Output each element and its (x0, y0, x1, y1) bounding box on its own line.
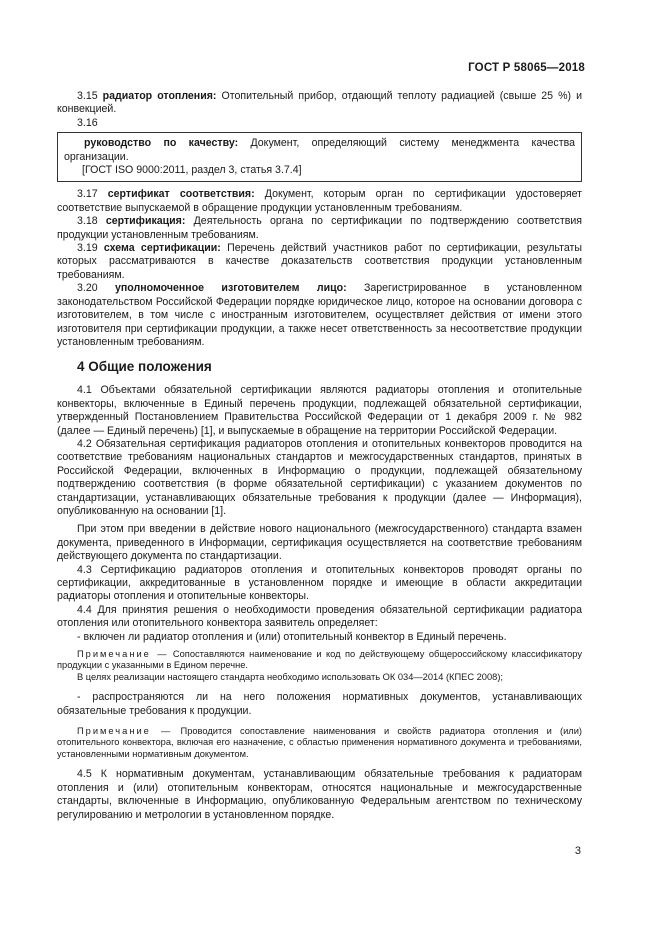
section-4-title: 4 Общие положения (77, 359, 212, 375)
bullet-item: - распространяются ли на него положения нормативных документов, устанавливающих обязательные требования к продукции. (57, 691, 582, 717)
clause-4-5: 4.5 К нормативным документам, устанавливающим обязательные требования к радиаторам отопления и (или) отопительным конвекторам, относятся национальные и межгосударственные стандарты, включенные в Информацию, опубликованную Федеральным агентством по техническому регулированию и метрологии в установленном порядке. (57, 768, 582, 821)
term-3-20: 3.20 уполномоченное изготовителем лицо: Зарегистрированное в установленном законодательством Российской Федерации порядке юридическое лицо, которое на основании договора с изготовителем, в том числе с иностранным изготовителем, осуществляет действия от имени этого изготовителя при сертификации продукции, а также несет ответственность за несоответствие продукции установленным требованиям. (57, 282, 582, 348)
note-1: Примечание — Сопоставляются наименование и код по действующему общероссийскому классификатору продукции с указанными в Едином перечне. (57, 649, 582, 671)
term-3-18: 3.18 сертификация: Деятельность органа по сертификации по подтверждению соответствия продукции установленным требованиям. (57, 215, 582, 241)
note-1-continued: В целях реализации настоящего стандарта необходимо использовать ОК 034—2014 (КПЕС 2008); (77, 671, 503, 682)
term-3-15: 3.15 радиатор отопления: Отопительный прибор, отдающий теплоту радиацией (свыше 25 %) и конвекцией. (57, 90, 582, 116)
clause-4-2: 4.2 Обязательная сертификация радиаторов отопления и отопительных конвекторов проводится на соответствие требованиям национальных стандартов и межгосударственных стандартов, принятых в Российской Федерации, включенных в Информацию о продукции, подлежащей обязательному подтверждению соответствия (в форме обязательной сертификации) с указанием документов по стандартизации, устанавливающих обязательные требования к продукции (далее — Информация), опубликованную на основании [1]. (57, 437, 582, 517)
clause-4-2-continued: При этом при введении в действие нового национального (межгосударственного) стандарта взамен документа, приведенного в Информации, сертификация осуществляется на соответствие требованиям действующего документа по стандартизации. (57, 523, 582, 563)
page-body (57, 90, 582, 822)
clause-4-4: 4.4 Для принятия решения о необходимости проведения обязательной сертификации радиатора отопления или отопительного конвектора заявитель определяет: (57, 603, 582, 630)
term-3-16-reference: [ГОСТ ISO 9000:2011, раздел 3, статья 3.7.4] (82, 164, 302, 177)
page-number: 3 (574, 845, 581, 857)
term-3-16-box (57, 132, 582, 182)
term-3-16: руководство по качеству: Документ, определяющий систему менеджмента качества организации. (64, 137, 575, 163)
term-3-16-number: 3.16 (77, 116, 98, 129)
clause-4-3: 4.3 Сертификацию радиаторов отопления и отопительных конвекторов проводят органы по сертификации, аккредитованные в установленном порядке и имеющие в области аккредитации радиаторы отопления и отопительные конвекторы. (57, 563, 582, 603)
term-3-17: 3.17 сертификат соответствия: Документ, которым орган по сертификации удостоверяет соответствие выпускаемой в обращение продукции установленным требованиям. (57, 188, 582, 214)
note-label: Примечание — (77, 649, 169, 660)
note-2: Примечание — Проводится сопоставление наименования и свойств радиатора отопления и (или) отопительного конвектора, включая его назначение, с областью применения нормативного документа и требованиями, установленными нормативным документом. (57, 726, 582, 759)
term-3-19: 3.19 схема сертификации: Перечень действий участников работ по сертификации, результаты которых рассматриваются в качестве доказательств соответствия продукции установленным требованиям. (57, 242, 582, 281)
bullet-item: - включен ли радиатор отопления и (или) отопительный конвектор в Единый перечень. (77, 630, 507, 643)
clause-4-1: 4.1 Объектами обязательной сертификации являются радиаторы отопления и отопительные конвекторы, включенные в Единый перечень продукции, подлежащей обязательной сертификации, утвержденный Постановлением Правительства Российской Федерации от 1 декабря 2009 г. № 982 (далее — Единый перечень) [1], и выпускаемые в обращение на территории Российской Федерации. (57, 384, 582, 437)
note-label: Примечание — (77, 726, 173, 737)
document-header: ГОСТ Р 58065—2018 (468, 62, 585, 74)
